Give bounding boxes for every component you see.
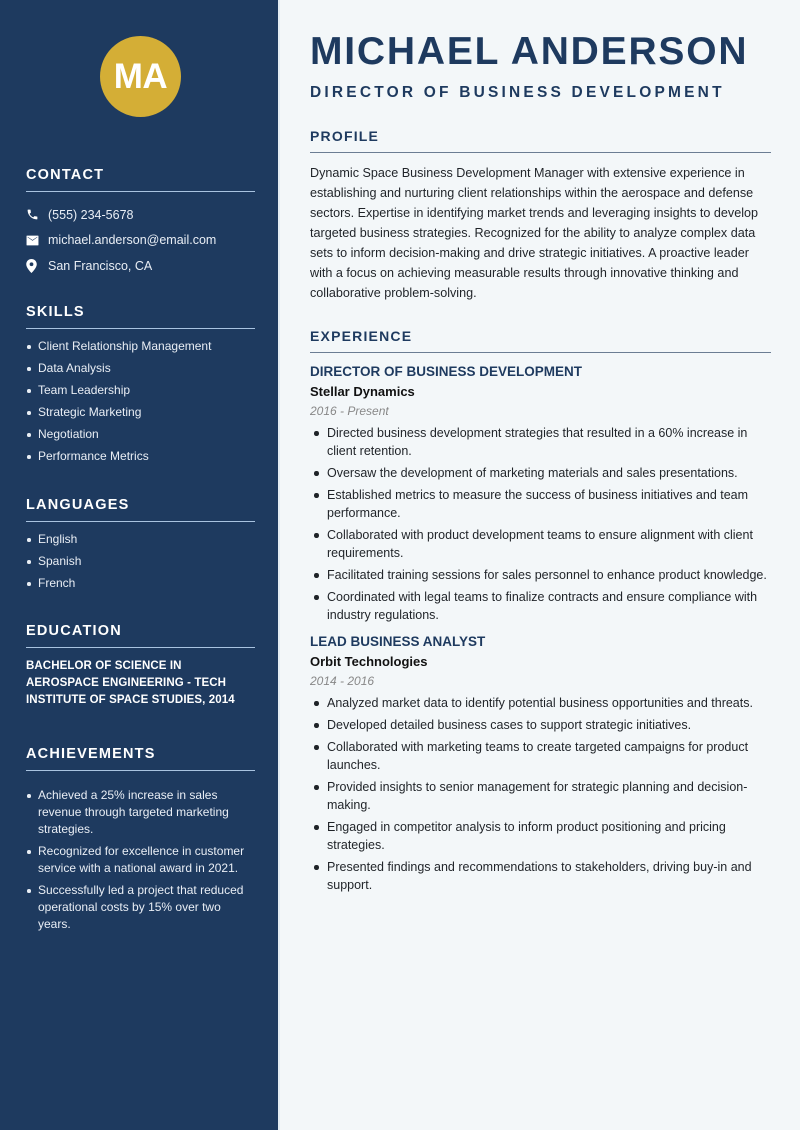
contact-location-text: San Francisco, CA [48,258,153,273]
job-entry [310,634,771,894]
contact-email-text: michael.anderson@email.com [48,233,217,248]
languages-list [26,531,255,592]
job-bullets [310,694,771,894]
languages-section [26,497,255,597]
contact-email[interactable] [26,228,255,254]
education-heading: EDUCATION [26,623,255,648]
language-item: English [26,531,255,548]
language-item: French [26,575,255,592]
experience-section [310,328,771,898]
avatar [100,36,181,117]
skill-item: Negotiation [26,426,255,443]
skill-item: Data Analysis [26,360,255,377]
job-bullet: Provided insights to senior management for strategic planning and decision-making. [310,778,771,814]
skill-item: Team Leadership [26,382,255,399]
job-company: Stellar Dynamics [310,384,415,399]
languages-heading: LANGUAGES [26,497,255,522]
candidate-role: DIRECTOR OF BUSINESS DEVELOPMENT [310,84,725,101]
job-bullet: Established metrics to measure the success of business initiatives and team performance. [310,486,771,522]
achievement-item: Successfully led a project that reduced operational costs by 15% over two years. [26,882,255,933]
job-bullet: Collaborated with marketing teams to create targeted campaigns for product launches. [310,738,771,774]
job-dates: 2014 - 2016 [310,674,375,688]
avatar-initials: MA [113,56,168,96]
language-item: Spanish [26,553,255,570]
experience-heading: EXPERIENCE [310,328,771,353]
skill-item: Client Relationship Management [26,338,255,355]
job-bullet: Directed business development strategies that resulted in a 60% increase in client retention. [310,424,771,460]
contact-location [26,253,255,279]
contact-phone[interactable] [26,202,255,228]
job-title: DIRECTOR OF BUSINESS DEVELOPMENT [310,364,583,379]
phone-icon [26,208,48,221]
job-bullet: Coordinated with legal teams to finalize contracts and ensure compliance with industry regulations. [310,588,771,624]
achievements-heading: ACHIEVEMENTS [26,746,255,771]
education-entry: BACHELOR OF SCIENCE IN AEROSPACE ENGINEERING - TECH INSTITUTE OF SPACE STUDIES, 2014 [26,660,235,706]
contact-list [26,202,255,279]
achievement-item: Recognized for excellence in customer service with a national award in 2021. [26,843,255,877]
profile-summary: Dynamic Space Business Development Manager with extensive experience in establishing and nurturing client relationships within the aerospace and defense sectors. Expertise in identifying market trends and leveraging insights to develop targeted business strategies. Recognized for the ability to analyze complex data sets to inform decision-making and drive strategic initiatives. A proactive leader with a focus on achieving measurable results through innovative thinking and collaborative problem-solving. [310,166,759,300]
job-title: LEAD BUSINESS ANALYST [310,634,486,649]
job-bullet: Facilitated training sessions for sales personnel to enhance product knowledge. [310,566,771,584]
job-bullet: Collaborated with product development teams to ensure alignment with client requirements. [310,526,771,562]
skills-heading: SKILLS [26,304,255,329]
contact-phone-text: (555) 234-5678 [48,207,134,222]
skills-section [26,304,255,470]
skills-list [26,338,255,465]
achievements-section [26,746,255,938]
candidate-name: MICHAEL ANDERSON [310,30,749,73]
job-bullet: Developed detailed business cases to support strategic initiatives. [310,716,771,734]
job-dates: 2016 - Present [310,404,389,418]
contact-heading: CONTACT [26,167,255,192]
job-entry [310,364,771,624]
skill-item: Strategic Marketing [26,404,255,421]
job-company: Orbit Technologies [310,654,428,669]
job-bullet: Presented findings and recommendations to stakeholders, driving buy-in and support. [310,858,771,894]
contact-section [26,167,255,279]
job-bullet: Oversaw the development of marketing materials and sales presentations. [310,464,771,482]
achievement-item: Achieved a 25% increase in sales revenue through targeted marketing strategies. [26,787,255,838]
email-icon [26,235,48,246]
achievements-list [26,787,255,933]
job-bullet: Analyzed market data to identify potential business opportunities and threats. [310,694,771,712]
profile-heading: PROFILE [310,128,771,153]
job-bullet: Engaged in competitor analysis to inform product positioning and pricing strategies. [310,818,771,854]
skill-item: Performance Metrics [26,448,255,465]
job-bullets [310,424,771,624]
sidebar [0,0,280,1130]
location-pin-icon [26,259,48,273]
education-section [26,623,255,709]
profile-section [310,128,771,303]
